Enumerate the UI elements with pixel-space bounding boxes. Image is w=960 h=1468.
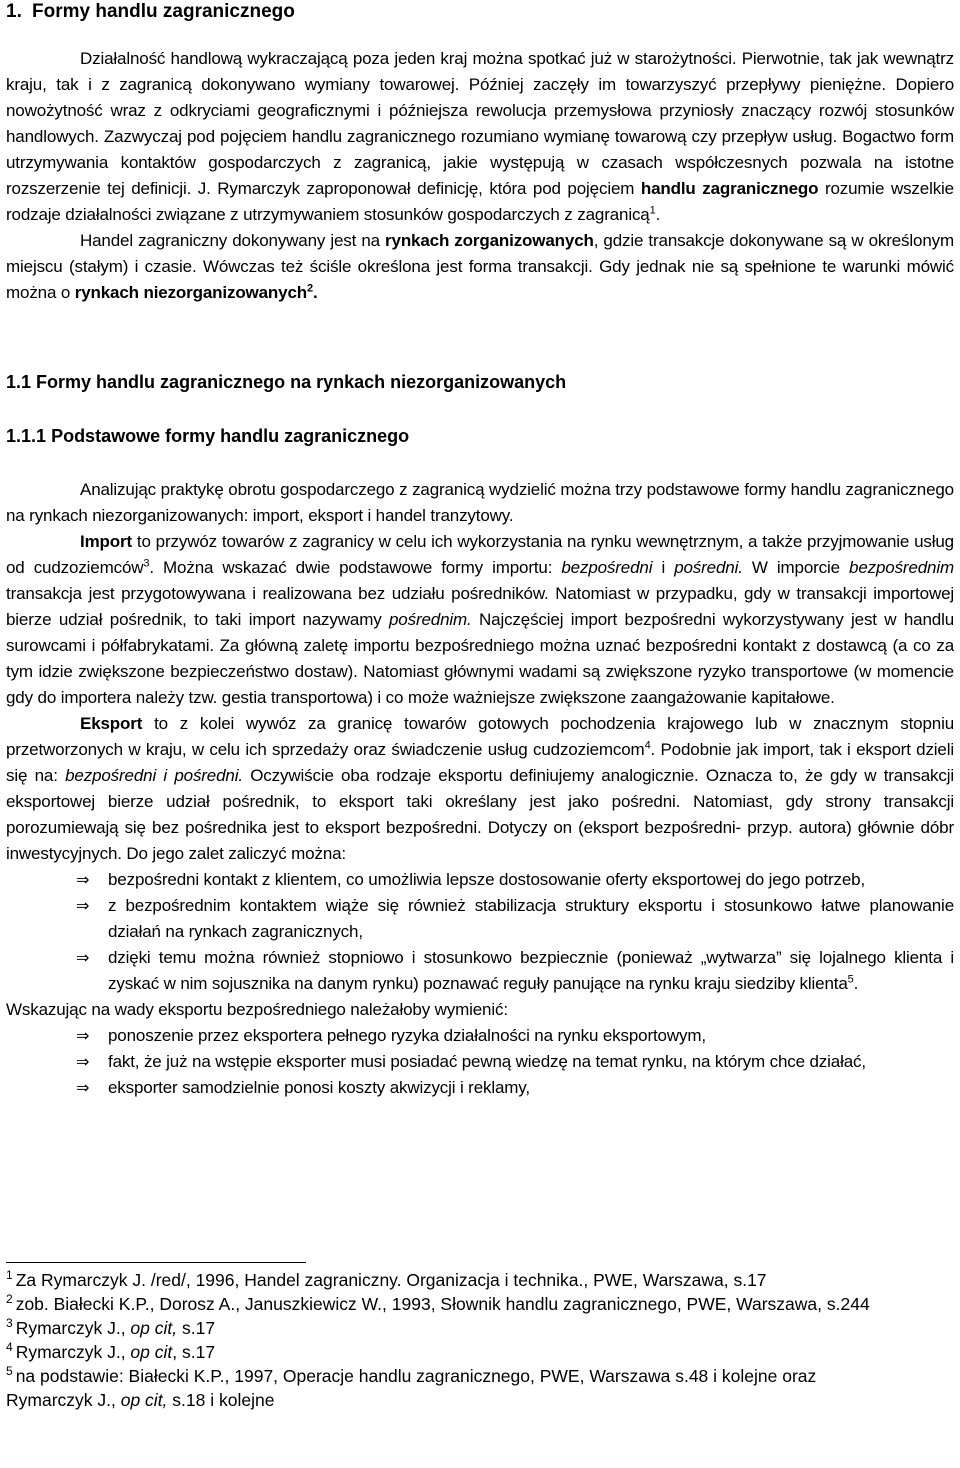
footnote-mark: 5	[6, 1364, 13, 1379]
footnote-text-end: s.17	[177, 1318, 216, 1338]
import-italic-posredni: pośredni.	[674, 558, 743, 577]
pros-list	[6, 867, 954, 997]
intro-paragraph-2	[6, 228, 954, 306]
list-item-text: ponoszenie przez eksportera pełnego ryzyka działalności na rynku eksportowym,	[108, 1026, 706, 1045]
footnote-italic: op cit,	[130, 1318, 178, 1338]
list-item	[6, 1075, 954, 1101]
intro2-text: Handel zagraniczny dokonywany jest na	[80, 231, 386, 250]
arrow-icon: ⇒	[76, 870, 90, 889]
arrow-icon: ⇒	[76, 1052, 90, 1071]
import-italic-posrednim: pośrednim.	[388, 610, 472, 629]
export-text-c: Oczywiście oba rodzaje eksportu definiujemy analogicznie. Oznacza to, że gdy w transakcji eksportowej bierze udział pośrednik, to eksport taki określany jest jako pośredni. Natomiast, gdy strony transakcji porozumiewają się bez pośrednika jest to eksport bezpośredni. Dotyczy on (eksport bezpośredni- przyp. autora) głównie dóbr inwestycyjnych. Do jego zalet zaliczyć można:	[6, 766, 954, 863]
term-import: Import	[80, 532, 132, 551]
import-text-d: W imporcie	[742, 558, 850, 577]
footnote-text: Rymarczyk J.,	[15, 1318, 131, 1338]
footnote-mark: 3	[6, 1316, 13, 1331]
import-text-b: . Można wskazać dwie podstawowe formy importu:	[149, 558, 562, 577]
intro2-period: .	[312, 283, 318, 302]
subsection-number: 1.1	[6, 372, 32, 392]
footnote-text: zob. Białecki K.P., Dorosz A., Januszkiewicz W., 1993, Słownik handlu zagranicznego, PWE, Warszawa, s.244	[15, 1294, 870, 1314]
export-text-b: . Podobnie jak import, tak i eksport dzieli się na:	[6, 740, 954, 785]
section-heading-1-1-1	[6, 424, 409, 448]
footnote-text: Za Rymarczyk J. /red/, 1996, Handel zagraniczny. Organizacja i technika., PWE, Warszawa, s.17	[15, 1270, 767, 1290]
section-heading-1-1	[6, 370, 566, 394]
footnote-italic: op cit	[130, 1342, 173, 1362]
import-italic-bezposredni: bezpośredni	[561, 558, 653, 577]
list-item	[6, 867, 954, 893]
arrow-icon: ⇒	[76, 896, 90, 915]
footnote-text-end: s.18 i kolejne	[167, 1390, 275, 1410]
footnote-italic: op cit,	[120, 1390, 168, 1410]
list-item-text: z bezpośrednim kontaktem wiąże się również stabilizacja struktury eksportu i stosunkowo łatwe planowanie działań na rynkach zagranicznych,	[108, 896, 954, 941]
intro-paragraph-1	[6, 46, 954, 228]
list-item	[6, 893, 954, 945]
intro-section	[6, 46, 954, 306]
list-item	[6, 945, 954, 997]
main-section	[6, 477, 954, 1101]
footnote-ref-2[interactable]: 2	[307, 282, 313, 295]
footnote-text: na podstawie: Białecki K.P., 1997, Operacje handlu zagranicznego, PWE, Warszawa s.48 i kolejne oraz	[15, 1366, 817, 1386]
footnote-ref-3[interactable]: 3	[143, 557, 150, 570]
intro-text: Działalność handlową wykraczającą poza jeden kraj można spotkać już w starożytności. Pierwotnie, tak jak wewnątrz kraju, tak i z zagranicą dokonywano wymiany towarowej. Później zaczęły im towarzyszyć przepływy pieniężne. Dopiero nowożytność wraz z odkryciami geograficznymi i późniejsza rewolucja przemysłowa przyniosły znaczący rozwój stosunków handlowych. Zazwyczaj pod pojęciem handlu zagranicznego rozumiano wymianę towarową czy przepływ usług. Bogactwo form utrzymywania kontaktów gospodarczych z zagranicą, jakie występują w czasach współczesnych pozwala na istotne rozszerzenie tej definicji. J. Rymarczyk zaproponował definicję, która pod pojęciem	[6, 49, 954, 198]
intro2-text-mid: , gdzie transakcje dokonywane są w określonym miejscu (stałym) i czasie. Wówczas też ściśle określona jest forma transakcji. Gdy jednak nie są spełnione te warunki mówić można o	[6, 231, 954, 302]
list-item-text: fakt, że już na wstępie eksporter musi posiadać pewną wiedzę na temat rynku, na którym chce działać,	[108, 1052, 866, 1071]
arrow-icon: ⇒	[76, 1026, 90, 1045]
intro-text-end: rozumie wszelkie rodzaje działalności związane z utrzymywaniem stosunków gospodarczych z zagranicą	[6, 179, 954, 224]
subsection-title: Formy handlu zagranicznego na rynkach niezorganizowanych	[36, 372, 567, 392]
list-item	[6, 1023, 954, 1049]
footnote-ref-1[interactable]: 1	[649, 204, 656, 217]
import-text-e: transakcja jest przygotowywana i realizowana bez udziału pośredników. Natomiast w przypadku, gdy w transakcji importowej bierze udział pośrednik, to taki import nazywamy	[6, 584, 954, 629]
footnote-text: Rymarczyk J.,	[15, 1342, 131, 1362]
section-number: 1.	[6, 1, 22, 22]
footnotes	[6, 1268, 954, 1412]
arrow-icon: ⇒	[76, 948, 90, 967]
footnote-2	[6, 1292, 954, 1316]
footnote-ref-4[interactable]: 4	[644, 739, 651, 752]
list-item	[6, 1049, 954, 1075]
section-heading-1	[6, 0, 295, 24]
footnote-5-continued	[6, 1388, 954, 1412]
footnote-separator	[6, 1262, 306, 1263]
term-rynki-niezorganizowane: rynkach niezorganizowanych	[74, 283, 308, 302]
import-paragraph	[6, 529, 954, 711]
export-paragraph	[6, 711, 954, 867]
footnote-mark: 2	[6, 1292, 13, 1307]
footnote-3	[6, 1316, 954, 1340]
import-text-a: to przywóz towarów z zagranicy w celu ich wykorzystania na rynku wewnętrznym, a także przyjmowanie usług od cudzoziemców	[6, 532, 954, 577]
term-rynki-zorganizowane: rynkach zorganizowanych	[385, 231, 594, 250]
cons-intro: Wskazując na wady eksportu bezpośredniego należałoby wymienić:	[6, 1000, 508, 1019]
subsubsection-number: 1.1.1	[6, 426, 47, 446]
footnote-ref-5[interactable]: 5	[847, 973, 854, 986]
footnote-text-end: , s.17	[172, 1342, 216, 1362]
cons-list	[6, 1023, 954, 1101]
export-italic: bezpośredni i pośredni.	[65, 766, 243, 785]
subsubsection-title: Podstawowe formy handlu zagranicznego	[51, 426, 410, 446]
term-handel-zagraniczny: handlu zagranicznego	[640, 179, 819, 198]
footnote-mark: 4	[6, 1340, 13, 1355]
footnote-mark: 1	[6, 1268, 13, 1283]
section-title: Formy handlu zagranicznego	[32, 1, 295, 22]
list-item-text: bezpośredni kontakt z klientem, co umożliwia lepsze dostosowanie oferty eksportowej do jego potrzeb,	[108, 870, 866, 889]
list-item-text: eksporter samodzielnie ponosi koszty akwizycji i reklamy,	[108, 1078, 530, 1097]
main-paragraph-1: Analizując praktykę obrotu gospodarczego z zagranicą wydzielić można trzy podstawowe formy handlu zagranicznego na rynkach niezorganizowanych: import, eksport i handel tranzytowy.	[6, 480, 954, 525]
list-item-text: dzięki temu można również stopniowo i stosunkowo bezpiecznie (ponieważ „wytwarza” się lojalnego klienta i zyskać w nim sojusznika na danym rynku) poznawać reguły panujące na rynku kraju siedziby klienta	[108, 948, 954, 993]
footnote-5	[6, 1364, 954, 1388]
intro-period: .	[655, 205, 661, 224]
arrow-icon: ⇒	[76, 1078, 90, 1097]
footnote-text: Rymarczyk J.,	[6, 1390, 121, 1410]
import-text-c: i	[652, 558, 675, 577]
import-text-f: Najczęściej import bezpośredni wykorzystywany jest w handlu surowcami i półfabrykatami. Za główną zaletę importu bezpośredniego można uznać bezpośredni kontakt z dostawcą (a co za tym idzie zwiększone bezpieczeństwo dostaw). Natomiast głównymi wadami są zwiększone ryzyko transportowe (w momencie gdy do importera należy tzw. gestia transportowa) i co może ważniejsze zwiększone zaangażowanie kapitałowe.	[6, 610, 955, 707]
list-item-period: .	[853, 974, 859, 993]
term-eksport: Eksport	[80, 714, 143, 733]
export-text-a: to z kolei wywóz za granicę towarów gotowych pochodzenia krajowego lub w znacznym stopniu przetworzonych w kraju, w celu ich sprzedaży oraz świadczenie usług cudzoziemcom	[6, 714, 954, 759]
footnote-4	[6, 1340, 954, 1364]
import-italic-bezposrednim: bezpośrednim	[849, 558, 954, 577]
footnote-1	[6, 1268, 954, 1292]
